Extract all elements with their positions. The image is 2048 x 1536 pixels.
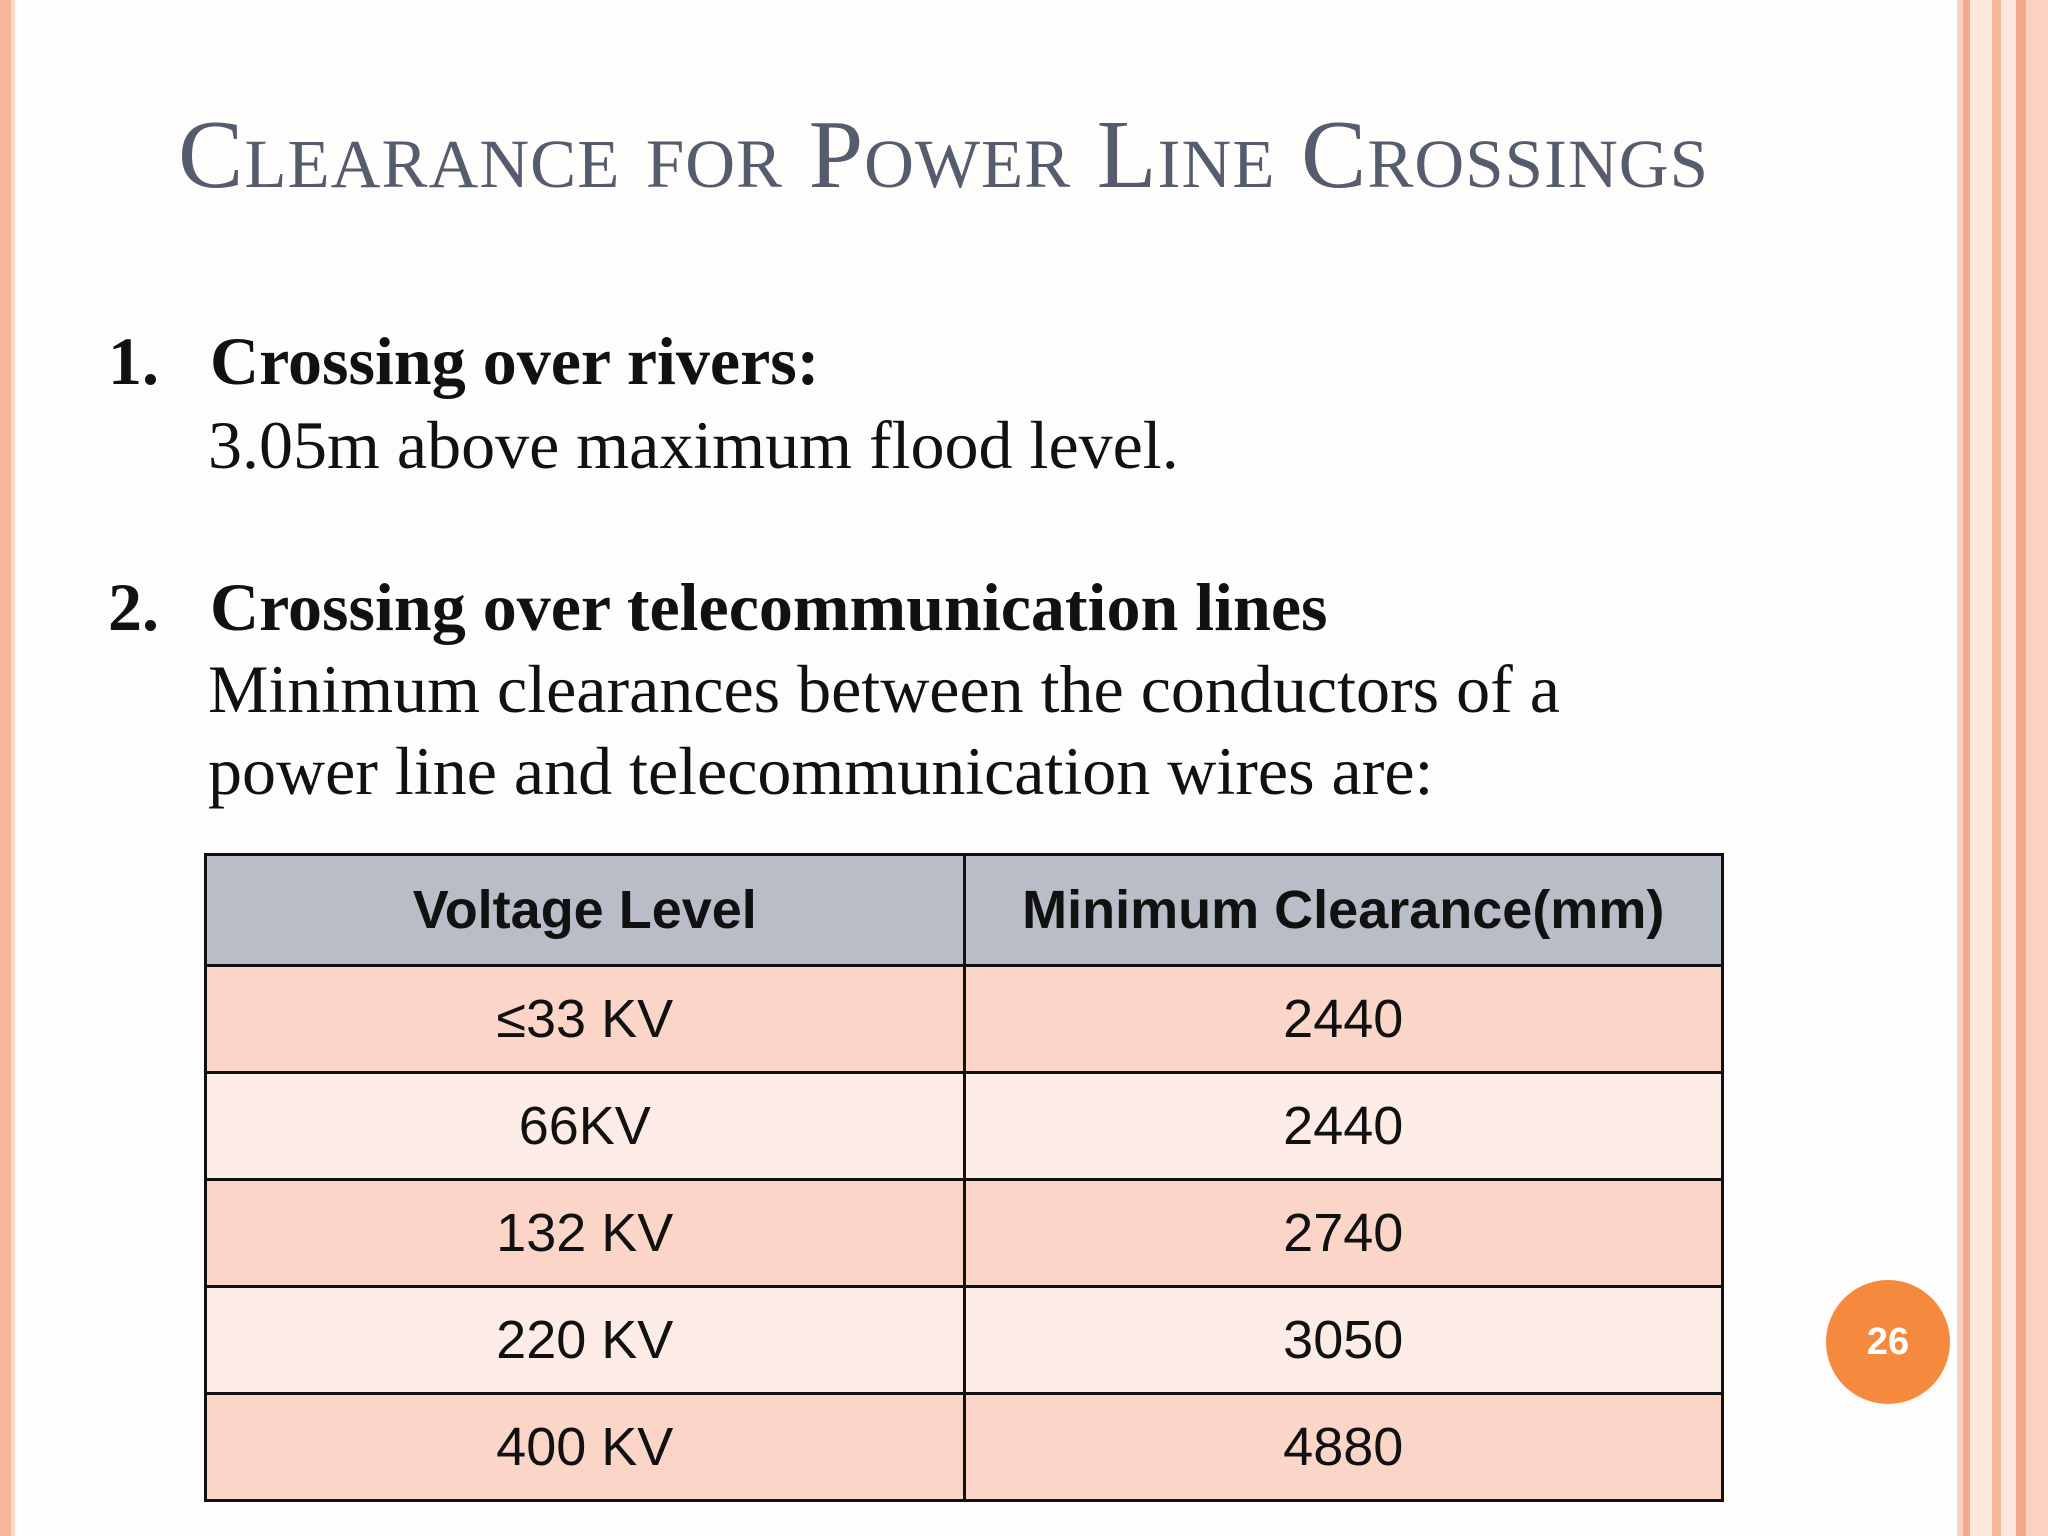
list-item-number: 1. <box>108 323 159 399</box>
list-item-body: 3.05m above maximum flood level. <box>208 407 1179 483</box>
cell-clearance: 2440 <box>964 966 1723 1073</box>
clearance-table <box>204 853 1724 1502</box>
table-header-row <box>206 855 1723 966</box>
list-item-number: 2. <box>108 569 159 645</box>
cell-voltage: 220 KV <box>206 1287 965 1394</box>
cell-voltage: 400 KV <box>206 1394 965 1501</box>
table-row <box>206 1073 1723 1180</box>
column-header-clearance: Minimum Clearance(mm) <box>964 855 1723 966</box>
right-border-stripe <box>2026 0 2048 1536</box>
right-border-stripe <box>1970 0 1992 1536</box>
cell-voltage: 66KV <box>206 1073 965 1180</box>
list-item-body-line: Minimum clearances between the conductors of a <box>208 651 1560 727</box>
cell-clearance: 3050 <box>964 1287 1723 1394</box>
list-item-body-line: power line and telecommunication wires are: <box>208 733 1434 809</box>
column-header-voltage: Voltage Level <box>206 855 965 966</box>
left-border-stripe <box>0 0 11 1536</box>
cell-voltage: 132 KV <box>206 1180 965 1287</box>
cell-clearance: 4880 <box>964 1394 1723 1501</box>
right-border-stripe <box>2001 0 2016 1536</box>
table-row <box>206 1394 1723 1501</box>
table-row <box>206 1180 1723 1287</box>
table-row <box>206 1287 1723 1394</box>
slide-title: Clearance for Power Line Crossings <box>178 101 1709 209</box>
cell-clearance: 2440 <box>964 1073 1723 1180</box>
cell-clearance: 2740 <box>964 1180 1723 1287</box>
left-border-stripe-inner <box>11 0 15 1536</box>
cell-voltage: ≤33 KV <box>206 966 965 1073</box>
table-row <box>206 966 1723 1073</box>
right-border-stripe <box>1963 0 1970 1536</box>
right-border-stripe <box>2016 0 2026 1536</box>
list-item-heading: Crossing over rivers: <box>210 323 820 399</box>
list-item-heading: Crossing over telecommunication lines <box>210 569 1328 645</box>
page-number-badge: 26 <box>1826 1280 1950 1404</box>
right-border-stripe <box>1992 0 2001 1536</box>
